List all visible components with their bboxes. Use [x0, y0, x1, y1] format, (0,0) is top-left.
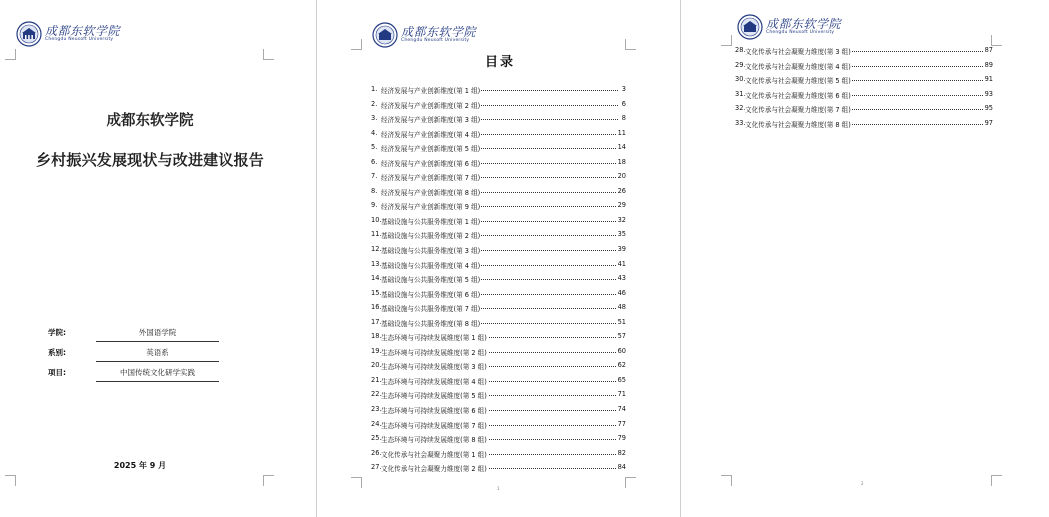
- toc-entry-title: 经济发展与产业创新维度(第 9 组): [381, 203, 481, 212]
- toc-entry[interactable]: [371, 286, 626, 301]
- toc-entry-title: 文化传承与社会凝聚力维度(第 3 组): [745, 48, 851, 56]
- toc-entry-title: 经济发展与产业创新维度(第 5 组): [381, 145, 481, 154]
- toc-entry-page: 11: [617, 128, 626, 137]
- toc-entry-title: 经济发展与产业创新维度(第 2 组): [381, 101, 481, 110]
- logo-chinese-name: 成都东软学院: [401, 25, 477, 40]
- toc-entry-page: 43: [617, 274, 626, 283]
- project-label: 项目:: [48, 368, 66, 377]
- toc-entry[interactable]: [371, 387, 626, 402]
- toc-entry-number: 1.: [371, 85, 378, 93]
- toc-entry[interactable]: [371, 417, 626, 432]
- page-number: 2: [861, 481, 864, 486]
- toc-entry-page: 79: [617, 434, 626, 443]
- toc-entry-number: 14.: [371, 274, 382, 283]
- toc-entry[interactable]: [735, 116, 993, 131]
- toc-entry-page: 20: [617, 172, 626, 181]
- toc-entry[interactable]: [735, 101, 993, 116]
- crop-mark: [625, 477, 636, 488]
- toc-entry-number: 4.: [371, 128, 378, 137]
- toc-entry[interactable]: [371, 358, 626, 373]
- toc-entry[interactable]: [371, 300, 626, 315]
- toc-entry-title: 基础设施与公共服务维度(第 5 组): [381, 276, 481, 285]
- toc-entry[interactable]: [371, 169, 626, 184]
- toc-entry-number: 19.: [371, 346, 382, 355]
- toc-entry-number: 6.: [371, 157, 378, 166]
- toc-entry-number: 21.: [371, 375, 382, 384]
- toc-entry[interactable]: [371, 126, 626, 141]
- toc-entry-title: 文化传承与社会凝聚力维度(第 7 组): [745, 106, 851, 115]
- toc-entry-number: 18.: [371, 332, 382, 341]
- crop-mark: [991, 475, 1002, 486]
- toc-entry-page: 8: [621, 114, 626, 123]
- field-underline: [96, 381, 219, 382]
- toc-entry[interactable]: [371, 184, 626, 199]
- toc-entry-number: 3.: [371, 114, 378, 123]
- toc-entry-title: 基础设施与公共服务维度(第 4 组): [381, 261, 481, 270]
- university-emblem-icon: [16, 21, 42, 47]
- toc-entry-page: 82: [617, 448, 626, 457]
- toc-list-continued: [735, 43, 993, 130]
- toc-entry-page: 93: [984, 89, 993, 98]
- toc-entry-number: 13.: [371, 259, 382, 268]
- toc-entry[interactable]: [371, 140, 626, 155]
- toc-entry-title: 生态环境与可持续发展维度(第 2 组): [381, 348, 487, 357]
- toc-entry-title: 文化传承与社会凝聚力维度(第 5 组): [745, 77, 851, 86]
- toc-entry-page: 48: [617, 303, 626, 312]
- toc-entry-title: 经济发展与产业创新维度(第 6 组): [381, 159, 481, 168]
- toc-entry-number: 29.: [735, 60, 746, 69]
- toc-entry-title: 基础设施与公共服务维度(第 2 组): [381, 232, 481, 241]
- toc-entry-title: 文化传承与社会凝聚力维度(第 6 组): [745, 91, 851, 100]
- toc-entry[interactable]: [371, 344, 626, 359]
- toc-entry-page: 32: [617, 215, 626, 224]
- toc-entry-number: 22.: [371, 390, 382, 399]
- toc-entry-number: 7.: [371, 172, 378, 181]
- toc-entry-number: 27.: [371, 463, 382, 472]
- toc-entry-page: 84: [617, 463, 626, 472]
- toc-entry-page: 97: [984, 118, 993, 127]
- field-underline: [96, 361, 219, 362]
- toc-entry-page: 77: [617, 419, 626, 428]
- crop-mark: [5, 49, 16, 60]
- toc-entry-title: 基础设施与公共服务维度(第 3 组): [381, 247, 481, 256]
- toc-entry[interactable]: [371, 402, 626, 417]
- toc-entry-number: 23.: [371, 405, 382, 414]
- toc-entry[interactable]: [371, 329, 626, 344]
- toc-entry-page: 26: [617, 186, 626, 195]
- toc-entry[interactable]: [371, 198, 626, 213]
- logo-chinese-name: 成都东软学院: [766, 17, 842, 32]
- university-emblem-icon: [372, 22, 398, 48]
- toc-entry-number: 10.: [371, 215, 382, 224]
- university-logo: [372, 22, 476, 48]
- toc-entry-title: 基础设施与公共服务维度(第 7 组): [381, 305, 481, 314]
- toc-entry-title: 经济发展与产业创新维度(第 8 组): [381, 188, 481, 197]
- toc-entry-title: 文化传承与社会凝聚力维度(第 4 组): [745, 62, 851, 71]
- toc-entry-page: 29: [617, 201, 626, 210]
- project-value: 中国传统文化研学实践: [120, 368, 195, 377]
- toc-entry-number: 30.: [735, 75, 746, 84]
- toc-entry-page: 89: [984, 60, 993, 69]
- cover-page: [0, 0, 316, 517]
- toc-entry-title: 生态环境与可持续发展维度(第 1 组): [381, 334, 487, 343]
- crop-mark: [5, 475, 16, 486]
- field-underline: [96, 341, 219, 342]
- toc-entry-title: 生态环境与可持续发展维度(第 7 组): [381, 421, 487, 430]
- toc-entry-title: 基础设施与公共服务维度(第 1 组): [381, 217, 481, 226]
- cover-report-title: 乡村振兴发展现状与改进建议报告: [35, 151, 264, 169]
- toc-entry-title: 生态环境与可持续发展维度(第 4 组): [381, 377, 487, 386]
- toc-entry-number: 24.: [371, 419, 382, 428]
- toc-entry[interactable]: [371, 315, 626, 330]
- university-emblem-icon: [737, 14, 763, 40]
- toc-entry[interactable]: [371, 82, 626, 97]
- logo-english-name: Chengdu Neusoft University: [401, 38, 470, 44]
- toc-entry-number: 15.: [371, 288, 382, 297]
- toc-entry-page: 65: [617, 375, 626, 384]
- toc-entry-number: 25.: [371, 434, 382, 443]
- toc-entry-number: 17.: [371, 317, 382, 326]
- toc-entry-page: 6: [621, 99, 626, 108]
- toc-entry-number: 28.: [735, 46, 746, 54]
- toc-entry-title: 基础设施与公共服务维度(第 6 组): [381, 290, 481, 299]
- toc-entry[interactable]: [735, 87, 993, 102]
- toc-entry-page: 87: [984, 46, 993, 54]
- toc-entry[interactable]: [371, 460, 626, 475]
- toc-entry-page: 74: [617, 405, 626, 414]
- toc-entry[interactable]: [371, 97, 626, 112]
- logo-english-name: Chengdu Neusoft University: [45, 37, 114, 43]
- toc-entry-title: 生态环境与可持续发展维度(第 6 组): [381, 407, 487, 416]
- toc-entry-page: 14: [617, 143, 626, 152]
- toc-entry-title: 文化传承与社会凝聚力维度(第 2 组): [381, 465, 487, 474]
- college-label: 学院:: [48, 328, 66, 337]
- toc-entry-title: 生态环境与可持续发展维度(第 8 组): [381, 436, 487, 445]
- toc-entry[interactable]: [735, 72, 993, 87]
- toc-entry-page: 62: [617, 361, 626, 370]
- crop-mark: [263, 49, 274, 60]
- toc-entry-number: 26.: [371, 448, 382, 457]
- university-logo: [16, 21, 120, 47]
- toc-heading: 目录: [484, 55, 515, 70]
- toc-entry-number: 31.: [735, 89, 746, 98]
- crop-mark: [351, 477, 362, 488]
- toc-entry-page: 51: [617, 317, 626, 326]
- university-logo: [737, 14, 841, 40]
- toc-entry-number: 12.: [371, 245, 382, 254]
- toc-entry[interactable]: [371, 155, 626, 170]
- toc-entry-number: 5.: [371, 143, 378, 152]
- toc-entry-number: 33.: [735, 118, 746, 127]
- crop-mark: [263, 475, 274, 486]
- page-number: 1: [497, 486, 500, 491]
- toc-entry[interactable]: [371, 213, 626, 228]
- toc-entry-title: 基础设施与公共服务维度(第 8 组): [381, 319, 481, 328]
- toc-entry[interactable]: [371, 111, 626, 126]
- cover-date: 2025 年 9 月: [113, 461, 167, 470]
- crop-mark: [351, 39, 362, 50]
- toc-entry-title: 生态环境与可持续发展维度(第 3 组): [381, 363, 487, 372]
- toc-entry-page: 46: [617, 288, 626, 297]
- toc-entry-number: 11.: [371, 230, 382, 239]
- toc-entry-page: 39: [617, 245, 626, 254]
- toc-entry-title: 经济发展与产业创新维度(第 4 组): [381, 130, 481, 139]
- toc-entry[interactable]: [371, 373, 626, 388]
- crop-mark: [625, 39, 636, 50]
- cover-school-name: 成都东软学院: [106, 113, 194, 129]
- toc-entry-number: 20.: [371, 361, 382, 370]
- toc-entry[interactable]: [371, 446, 626, 461]
- toc-entry[interactable]: [371, 257, 626, 272]
- logo-english-name: Chengdu Neusoft University: [766, 30, 835, 36]
- department-label: 系别:: [48, 348, 66, 357]
- toc-entry[interactable]: [371, 227, 626, 242]
- toc-entry-page: 18: [617, 157, 626, 166]
- toc-entry-title: 经济发展与产业创新维度(第 1 组): [381, 87, 481, 95]
- toc-entry[interactable]: [371, 431, 626, 446]
- toc-entry-page: 71: [617, 390, 626, 399]
- toc-entry-number: 16.: [371, 303, 382, 312]
- toc-entry-page: 91: [984, 75, 993, 84]
- toc-entry-page: 57: [617, 332, 626, 341]
- toc-entry-title: 文化传承与社会凝聚力维度(第 1 组): [381, 450, 487, 459]
- toc-entry-number: 2.: [371, 99, 378, 108]
- toc-entry[interactable]: [735, 43, 993, 58]
- crop-mark: [721, 35, 732, 46]
- toc-entry[interactable]: [371, 271, 626, 286]
- toc-entry-title: 文化传承与社会凝聚力维度(第 8 组): [745, 120, 851, 129]
- toc-list: [371, 82, 626, 475]
- toc-entry-title: 经济发展与产业创新维度(第 7 组): [381, 174, 481, 183]
- toc-entry-number: 32.: [735, 104, 746, 113]
- toc-entry-page: 3: [621, 85, 626, 93]
- college-value: 外国语学院: [138, 328, 177, 337]
- toc-entry-page: 41: [617, 259, 626, 268]
- crop-mark: [721, 475, 732, 486]
- toc-entry-page: 60: [617, 346, 626, 355]
- toc-entry-number: 9.: [371, 201, 378, 210]
- toc-entry[interactable]: [371, 242, 626, 257]
- toc-entry-title: 经济发展与产业创新维度(第 3 组): [381, 116, 481, 125]
- toc-entry-title: 生态环境与可持续发展维度(第 5 组): [381, 392, 487, 401]
- department-value: 英语系: [146, 348, 169, 357]
- logo-chinese-name: 成都东软学院: [45, 24, 121, 39]
- toc-entry-page: 95: [984, 104, 993, 113]
- toc-entry-page: 35: [617, 230, 626, 239]
- toc-entry[interactable]: [735, 58, 993, 73]
- toc-entry-number: 8.: [371, 186, 378, 195]
